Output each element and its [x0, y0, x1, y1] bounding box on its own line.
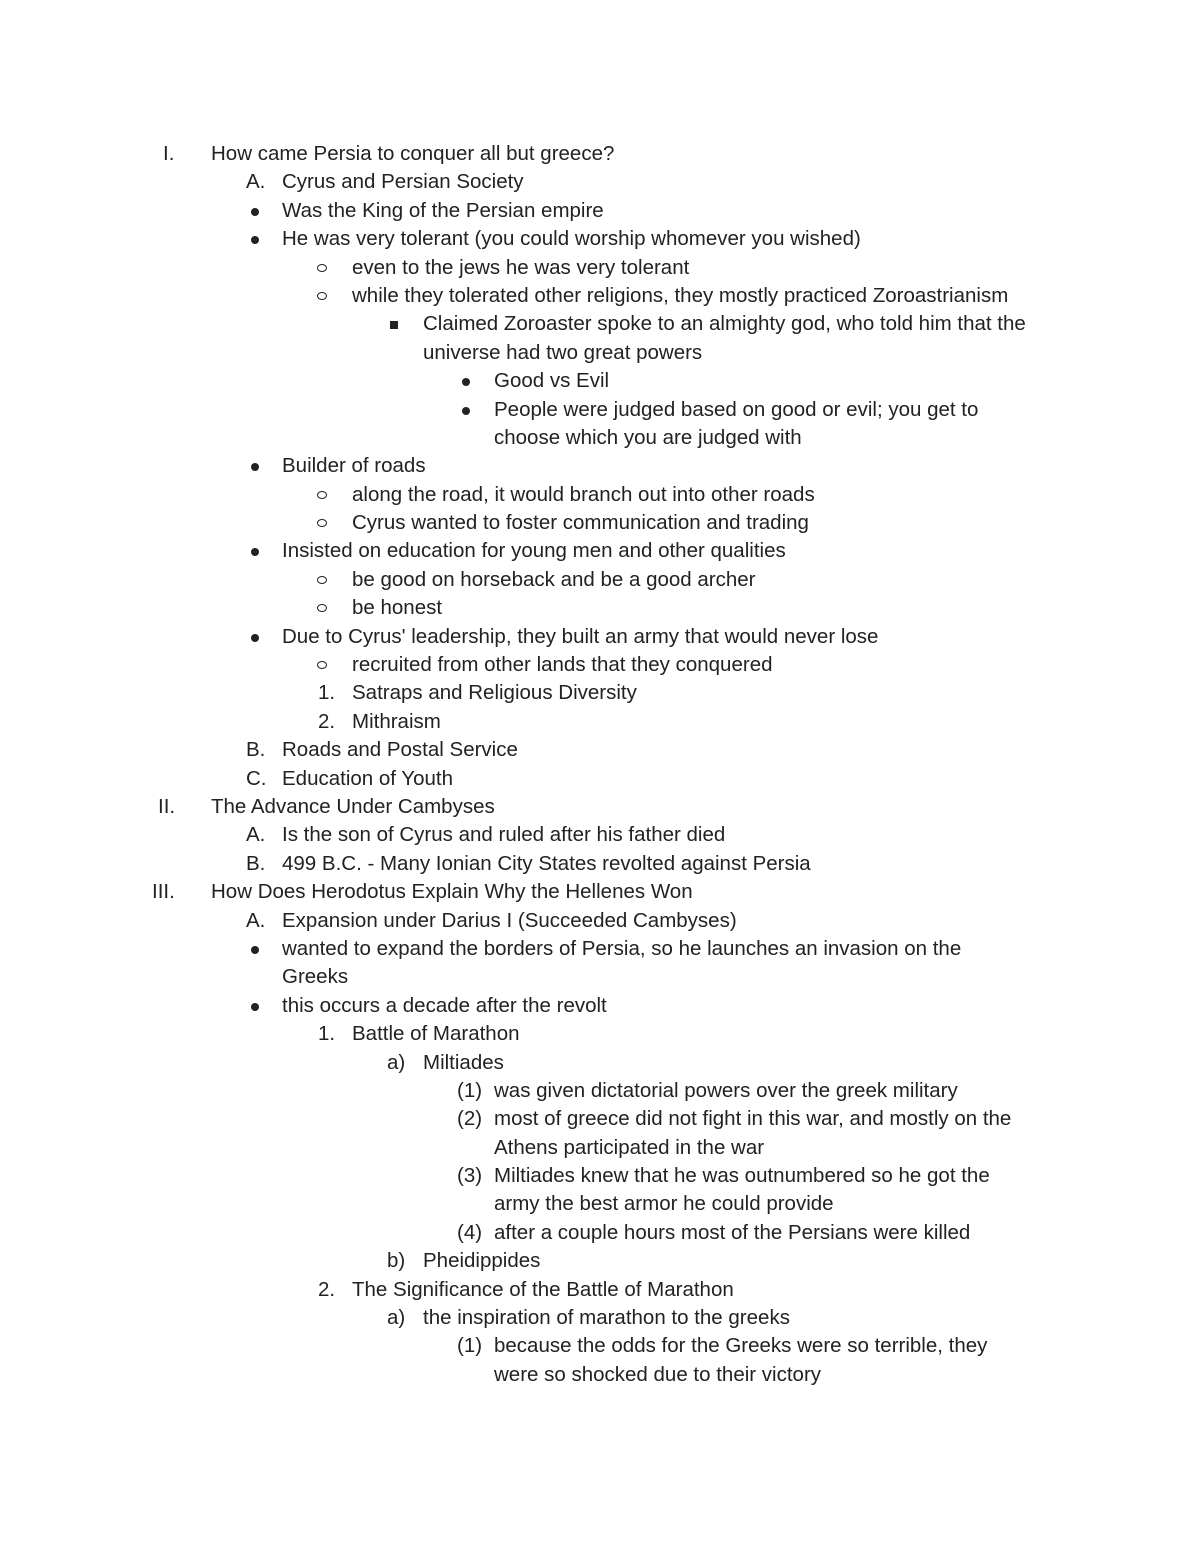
outline-text: The Advance Under Cambyses	[211, 794, 495, 818]
outline-marker: A.	[246, 823, 266, 847]
outline-text: Miltiades	[423, 1050, 504, 1074]
outline-text: the inspiration of marathon to the greeks	[423, 1306, 790, 1330]
bullet-disc-icon	[462, 407, 470, 415]
outline-text: even to the jews he was very tolerant	[352, 255, 690, 279]
outline-marker: A.	[246, 908, 266, 932]
outline-text: was given dictatorial powers over the greek military	[494, 1078, 958, 1102]
outline-item	[0, 254, 1200, 282]
outline-text: Roads and Postal Service	[282, 738, 518, 762]
outline-marker: B.	[246, 851, 266, 875]
bullet-disc-icon	[251, 1003, 259, 1011]
outline-marker: 2.	[318, 1277, 336, 1301]
bullet-circle-icon	[317, 661, 327, 669]
bullet-disc-icon	[251, 634, 259, 642]
bullet-circle-icon	[317, 292, 327, 300]
outline-item	[0, 367, 1200, 395]
outline-text: Satraps and Religious Diversity	[352, 681, 637, 705]
outline-text: He was very tolerant (you could worship whomever you wished)	[282, 227, 861, 251]
outline-item	[0, 140, 1200, 168]
outline-item	[0, 452, 1200, 480]
outline-item	[0, 168, 1200, 196]
bullet-circle-icon	[317, 576, 327, 584]
outline-item	[0, 1361, 1200, 1389]
outline-marker: I.	[163, 142, 175, 165]
outline-item	[0, 679, 1200, 707]
outline-text: Education of Youth	[282, 766, 453, 790]
outline-text: universe had two great powers	[423, 340, 703, 364]
outline-marker: (1)	[457, 1078, 483, 1102]
outline-marker: A.	[246, 170, 266, 194]
outline-text: most of greece did not fight in this war, and mostly on the	[494, 1107, 1012, 1131]
bullet-circle-icon	[317, 519, 327, 527]
outline-text: recruited from other lands that they conquered	[352, 653, 773, 677]
outline-text: People were judged based on good or evil; you get to	[494, 397, 979, 421]
outline-text: because the odds for the Greeks were so terrible, they	[494, 1334, 988, 1358]
outline-text: along the road, it would branch out into other roads	[352, 482, 815, 506]
outline-item	[0, 481, 1200, 509]
outline-item	[0, 1105, 1200, 1133]
outline-text: be honest	[352, 596, 443, 620]
outline-text: were so shocked due to their victory	[494, 1362, 822, 1386]
outline-item	[0, 1162, 1200, 1190]
outline-item	[0, 1077, 1200, 1105]
outline-text: Expansion under Darius I (Succeeded Cambyses)	[282, 908, 737, 932]
outline-item	[0, 197, 1200, 225]
outline-item	[0, 850, 1200, 878]
outline-marker: (3)	[457, 1164, 483, 1188]
bullet-circle-icon	[317, 491, 327, 499]
outline-item	[0, 651, 1200, 679]
outline-item	[0, 1332, 1200, 1360]
outline-item	[0, 396, 1200, 424]
outline-text: Mithraism	[352, 709, 441, 733]
outline-text: Battle of Marathon	[352, 1022, 520, 1046]
outline-item	[0, 339, 1200, 367]
outline-item	[0, 282, 1200, 310]
outline-text: Greeks	[282, 965, 349, 989]
outline-marker: C.	[246, 766, 267, 790]
outline-item	[0, 1219, 1200, 1247]
outline-marker: 1.	[318, 1022, 336, 1046]
bullet-disc-icon	[251, 946, 259, 954]
bullet-disc-icon	[251, 236, 259, 244]
outline-text: Was the King of the Persian empire	[282, 198, 604, 222]
outline-item	[0, 1247, 1200, 1275]
outline-item	[0, 878, 1200, 906]
outline-text: wanted to expand the borders of Persia, so he launches an invasion on the	[282, 936, 962, 960]
outline-text: Due to Cyrus' leadership, they built an army that would never lose	[282, 624, 879, 648]
outline-text: choose which you are judged with	[494, 425, 802, 449]
outline-item	[0, 424, 1200, 452]
outline-text: this occurs a decade after the revolt	[282, 993, 607, 1017]
outline-marker: 1.	[318, 681, 336, 705]
outline-marker: 2.	[318, 709, 336, 733]
outline-text: army the best armor he could provide	[494, 1192, 834, 1216]
outline-item	[0, 225, 1200, 253]
outline-text: Builder of roads	[282, 454, 426, 478]
bullet-disc-icon	[462, 378, 470, 386]
outline-item	[0, 1276, 1200, 1304]
outline-item	[0, 963, 1200, 991]
outline-item	[0, 992, 1200, 1020]
outline-item	[0, 537, 1200, 565]
bullet-disc-icon	[251, 463, 259, 471]
bullet-disc-icon	[251, 548, 259, 556]
outline-text: Good vs Evil	[494, 369, 610, 393]
outline-text: Cyrus wanted to foster communication and trading	[352, 511, 809, 535]
outline-item	[0, 765, 1200, 793]
outline-item	[0, 736, 1200, 764]
bullet-circle-icon	[317, 264, 327, 272]
outline-text: Insisted on education for young men and other qualities	[282, 539, 786, 563]
outline-marker: (2)	[457, 1107, 483, 1131]
outline-marker: (1)	[457, 1334, 483, 1358]
outline-item	[0, 623, 1200, 651]
outline-marker: B.	[246, 738, 266, 762]
bullet-square-icon	[390, 321, 398, 329]
outline-text: after a couple hours most of the Persians were killed	[494, 1220, 971, 1244]
outline-item	[0, 1020, 1200, 1048]
outline-item	[0, 1049, 1200, 1077]
outline-text: How came Persia to conquer all but greece?	[211, 142, 615, 165]
outline-text: while they tolerated other religions, they mostly practiced Zoroastrianism	[352, 283, 1009, 307]
outline-marker: II.	[158, 794, 176, 818]
outline-item	[0, 907, 1200, 935]
outline-text: 499 B.C. - Many Ionian City States revolted against Persia	[282, 851, 811, 875]
outline-text: Claimed Zoroaster spoke to an almighty god, who told him that the	[423, 312, 1026, 336]
outline-item	[0, 310, 1200, 338]
outline-item	[0, 1190, 1200, 1218]
outline-text: Is the son of Cyrus and ruled after his father died	[282, 823, 726, 847]
outline-text: Athens participated in the war	[494, 1135, 765, 1159]
outline-item	[0, 793, 1200, 821]
outline-marker: a)	[387, 1050, 406, 1074]
outline-marker: III.	[152, 880, 175, 904]
document-outline	[0, 140, 1200, 1389]
outline-item	[0, 935, 1200, 963]
bullet-disc-icon	[251, 208, 259, 216]
outline-item	[0, 708, 1200, 736]
outline-item	[0, 594, 1200, 622]
outline-item	[0, 1304, 1200, 1332]
outline-text: Pheidippides	[423, 1249, 541, 1273]
outline-text: be good on horseback and be a good archer	[352, 567, 756, 591]
outline-item	[0, 821, 1200, 849]
outline-text: The Significance of the Battle of Marathon	[352, 1277, 734, 1301]
outline-text: How Does Herodotus Explain Why the Hellenes Won	[211, 880, 693, 904]
outline-item	[0, 566, 1200, 594]
outline-marker: (4)	[457, 1220, 483, 1244]
outline-text: Cyrus and Persian Society	[282, 170, 524, 194]
outline-text: Miltiades knew that he was outnumbered so he got the	[494, 1164, 990, 1188]
outline-marker: a)	[387, 1306, 406, 1330]
bullet-circle-icon	[317, 604, 327, 612]
outline-item	[0, 1134, 1200, 1162]
outline-marker: b)	[387, 1249, 406, 1273]
outline-item	[0, 509, 1200, 537]
